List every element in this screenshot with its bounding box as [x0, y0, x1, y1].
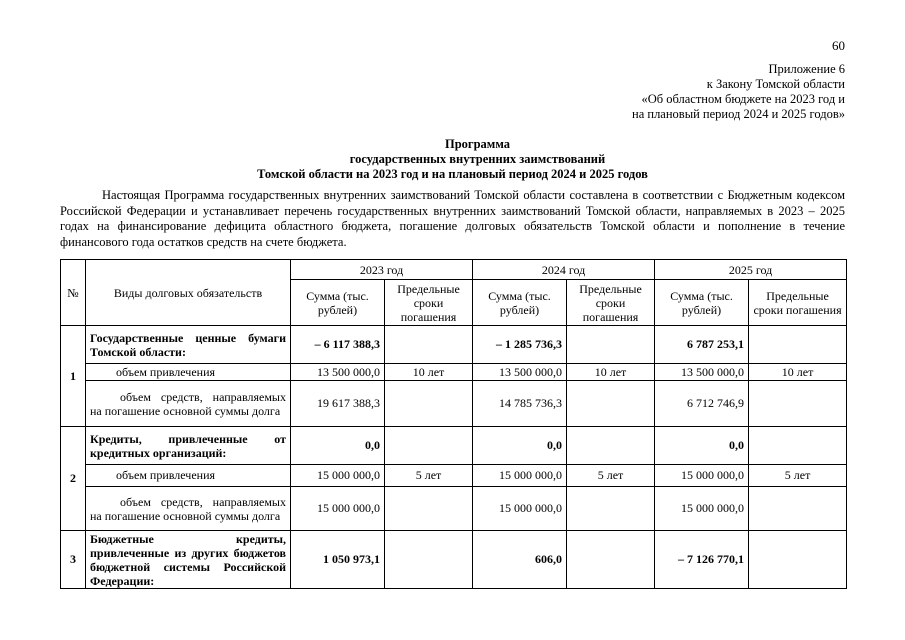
cell-value: 14 785 736,3: [473, 381, 567, 427]
header-terms: Предельные сроки погашения: [567, 280, 655, 326]
table-row: [61, 364, 847, 381]
table-row: [61, 531, 847, 589]
cell-term: [749, 427, 847, 465]
cell-value: 13 500 000,0: [473, 364, 567, 381]
annex-line: «Об областном бюджете на 2023 год и: [641, 92, 845, 106]
cell-term: [385, 326, 473, 364]
row-number: 1: [61, 326, 86, 427]
cell-term: [567, 381, 655, 427]
cell-term: 5 лет: [749, 465, 847, 487]
header-terms: Предельные сроки погашения: [385, 280, 473, 326]
cell-value: 606,0: [473, 531, 567, 589]
document-title: [0, 137, 905, 182]
row-name: объем средств, направляемых на погашение основной суммы долга: [86, 487, 291, 531]
borrowing-table: [60, 259, 847, 589]
cell-term: 10 лет: [749, 364, 847, 381]
header-kind: Виды долговых обязательств: [86, 260, 291, 326]
cell-value: 6 787 253,1: [655, 326, 749, 364]
header-num: №: [61, 260, 86, 326]
header-year-2025: 2025 год: [655, 260, 847, 280]
cell-value: 6 712 746,9: [655, 381, 749, 427]
cell-term: 10 лет: [567, 364, 655, 381]
cell-value: 0,0: [655, 427, 749, 465]
cell-value: 15 000 000,0: [291, 465, 385, 487]
cell-value: 15 000 000,0: [291, 487, 385, 531]
cell-term: [567, 487, 655, 531]
table-row: [61, 487, 847, 531]
header-row: [61, 260, 847, 280]
page-number: 60: [832, 38, 845, 53]
cell-term: [749, 326, 847, 364]
header-terms: Предельные сроки погашения: [749, 280, 847, 326]
header-sum: Сумма (тыс. рублей): [291, 280, 385, 326]
cell-value: 19 617 388,3: [291, 381, 385, 427]
cell-value: 15 000 000,0: [473, 465, 567, 487]
header-year-2024: 2024 год: [473, 260, 655, 280]
header-sum: Сумма (тыс. рублей): [473, 280, 567, 326]
cell-term: [567, 531, 655, 589]
row-name: объем привлечения: [86, 364, 291, 381]
cell-term: [749, 531, 847, 589]
row-name: Кредиты, привлеченные от кредитных организаций:: [86, 427, 291, 465]
cell-value: – 1 285 736,3: [473, 326, 567, 364]
row-name: Бюджетные кредиты, привлеченные из других бюджетов бюджетной системы Российской Федерации:: [86, 531, 291, 589]
cell-term: [385, 487, 473, 531]
row-number: 2: [61, 427, 86, 531]
cell-term: 5 лет: [385, 465, 473, 487]
cell-value: – 7 126 770,1: [655, 531, 749, 589]
cell-term: [567, 427, 655, 465]
cell-value: 13 500 000,0: [291, 364, 385, 381]
row-number: 3: [61, 531, 86, 589]
title-line: Программа: [445, 137, 510, 151]
cell-value: 1 050 973,1: [291, 531, 385, 589]
header-year-2023: 2023 год: [291, 260, 473, 280]
cell-value: 15 000 000,0: [473, 487, 567, 531]
cell-term: 5 лет: [567, 465, 655, 487]
header-sum: Сумма (тыс. рублей): [655, 280, 749, 326]
cell-term: [385, 531, 473, 589]
table-row: [61, 381, 847, 427]
table-row: [61, 326, 847, 364]
cell-term: [749, 381, 847, 427]
annex-block: [632, 62, 845, 122]
row-name: объем привлечения: [86, 465, 291, 487]
cell-value: 15 000 000,0: [655, 465, 749, 487]
annex-line: Приложение 6: [768, 62, 845, 76]
cell-term: [749, 487, 847, 531]
cell-term: [385, 427, 473, 465]
cell-value: – 6 117 388,3: [291, 326, 385, 364]
intro-paragraph: Настоящая Программа государственных внутренних заимствований Томской области составлена в соответствии с Бюджетным кодексом Российской Федерации и устанавливает перечень государственных внутренних заимствований Томской области, направляемых в 2023 – 2025 годах на финансирование дефицита областного бюджета, погашение долговых обязательств Томской области и пополнение в течение финансового года остатков средств на счете бюджета.: [60, 188, 845, 249]
annex-line: на плановый период 2024 и 2025 годов»: [632, 107, 845, 121]
table-row: [61, 465, 847, 487]
title-line: Томской области на 2023 год и на плановый период 2024 и 2025 годов: [257, 167, 648, 181]
table-row: [61, 427, 847, 465]
cell-value: 0,0: [473, 427, 567, 465]
title-line: государственных внутренних заимствований: [349, 152, 606, 166]
row-name: Государственные ценные бумаги Томской области:: [86, 326, 291, 364]
cell-term: [385, 381, 473, 427]
cell-term: 10 лет: [385, 364, 473, 381]
cell-term: [567, 326, 655, 364]
cell-value: 0,0: [291, 427, 385, 465]
row-name: объем средств, направляемых на погашение основной суммы долга: [86, 381, 291, 427]
cell-value: 13 500 000,0: [655, 364, 749, 381]
cell-value: 15 000 000,0: [655, 487, 749, 531]
annex-line: к Закону Томской области: [706, 77, 845, 91]
